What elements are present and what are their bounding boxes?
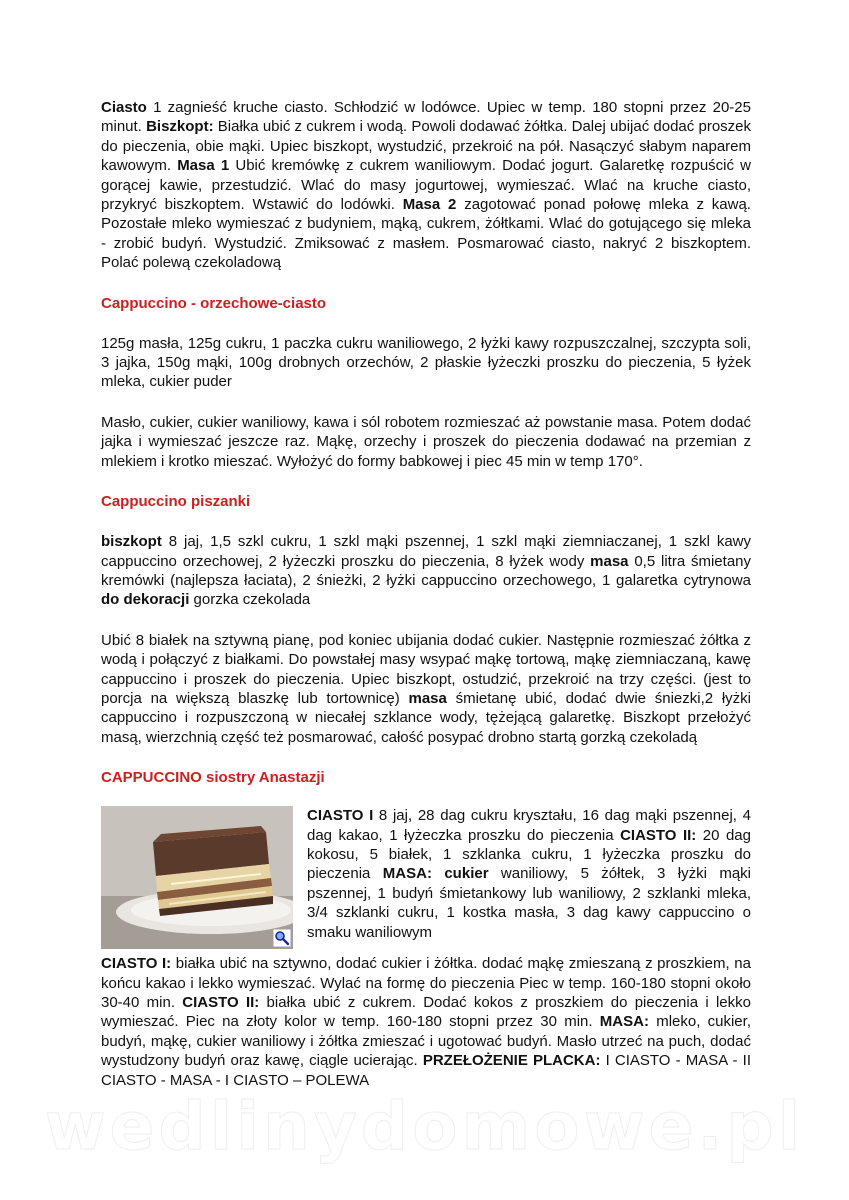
instructions-paragraph: [101, 413, 751, 471]
bold-text-run: MASA:: [599, 1013, 649, 1031]
text-run: Ubić kremówkę z cukrem waniliowym. Dodać jogurt. Galaretkę rozpuścić w gorącej kawie, przestudzić. Wlać do masy jogurtowej, wymieszać. Wlać na kruche ciasto, przykryć biszkoptem. Wstawić do lodówki.: [101, 157, 751, 214]
bold-text-run: do dekoracji: [101, 591, 190, 609]
text-run: [432, 865, 444, 882]
ingredients-paragraph: [101, 532, 751, 610]
bold-text-run: biszkopt: [101, 533, 162, 551]
text-run: 8 jaj, 28 dag cukru kryształu, 16 dag mąki pszennej, 4 dag kakao, 1 łyżeczka proszku do pieczenia: [307, 807, 751, 844]
recipe-title-piszanki: Cappuccino piszanki: [101, 493, 251, 511]
bold-text-run: PRZEŁOŻENIE PLACKA:: [422, 1052, 601, 1070]
cake-photo[interactable]: [101, 806, 293, 949]
text-run: I CIASTO - MASA - II CIASTO - MASA - I CIASTO – POLEWA: [101, 1052, 752, 1089]
text-run: Masło, cukier, cukier waniliowy, kawa i sól robotem rozmieszać aż powstanie masa. Potem dodać jajka i wymieszać jeszcze raz. Mąkę, orzechy i proszek do pieczenia dodawać na przemian z mlekiem i krotko mieszać. Wyłożyć do formy babkowej i piec 45 min w temp 170°.: [101, 413, 751, 470]
bold-text-run: CIASTO II:: [620, 826, 697, 844]
text-run: mleko, cukier, budyń, mąkę, cukier waniliowy i żółtka zmieszać i ugotować budyń. Masło utrzeć na puch, dodać wystudzony budyń oraz kawę, ciągle ucierając.: [101, 1013, 751, 1070]
ingredients-paragraph: [101, 334, 751, 392]
bold-text-run: CIASTO I:: [101, 955, 172, 973]
bold-text-run: cukier: [444, 865, 489, 883]
recipe-title-anastazji: CAPPUCCINO siostry Anastazji: [101, 769, 325, 787]
recipe-intro-paragraph: [101, 98, 751, 273]
text-run: 1 zagnieść kruche ciasto. Schłodzić w lodówce. Upiec w temp. 180 stopni przez 20-25 minut.: [101, 99, 751, 136]
text-run: białka ubić na sztywno, dodać cukier i żółtka. dodać mąkę zmieszaną z proszkiem, na końcu kakao i lekko wymieszać. Wylać na formę do pieczenia Piec w temp. 160-180 stopni około 30-40 min.: [101, 955, 751, 1011]
text-run: Ubić 8 białek na sztywną pianę, pod koniec ubijania dodać cukier. Następnie rozmieszać żółtka z wodą i połączyć z białkami. Do powstałej masy wsypać mąkę tortową, mąkę ziemniaczaną, kawę cappuccino i proszek do pieczenia. Upiec biszkopt, ostudzić, przekroić na trzy części. (jest to porcja na większą blaszkę lub tortownicę): [101, 631, 751, 707]
bold-text-run: CIASTO I: [307, 807, 374, 825]
bold-text-run: MASA:: [382, 865, 432, 883]
recipe-title-orzechowe: Cappuccino - orzechowe-ciasto: [101, 294, 327, 312]
text-run: 8 jaj, 1,5 szkl cukru, 1 szkl mąki pszennej, 1 szkl mąki ziemniaczanej, 1 szkl kawy cappuccino orzechowej, 2 łyżeczki proszku do pieczenia, 8 łyżek wody: [101, 533, 751, 570]
bold-text-run: masa: [408, 689, 447, 707]
instructions-paragraph: [101, 954, 751, 1090]
text-run: 0,5 litra śmietany kremówki (najlepsza łaciata), 2 śnieżki, 2 łyżki cappuccino orzechowego, 1 galaretka cytrynowa: [101, 552, 752, 589]
photo-with-ingredients: [101, 806, 751, 949]
bold-text-run: masa: [590, 552, 629, 570]
recipe-page: [101, 98, 751, 1090]
text-run: 125g masła, 125g cukru, 1 paczka cukru waniliowego, 2 łyżki kawy rozpuszczalnej, szczypta soli, 3 jajka, 150g mąki, 100g drobnych orzechów, 2 płaskie łyżeczki proszku do pieczenia, 5 łyżek mleka, cukier puder: [101, 334, 751, 391]
site-watermark: wedlinydomowe.pl: [44, 1088, 805, 1165]
text-run: Białka ubić z cukrem i wodą. Powoli dodawać żółtka. Dalej ubijać dodać proszek do pieczenia, obie mąki. Upiec biszkopt, wystudzić, przekroić na pół. Nasączyć słabym naparem kawowym.: [101, 118, 752, 175]
bold-text-run: Masa 2: [402, 196, 457, 214]
text-run: zagotować ponad połowę mleka z kawą. Pozostałe mleko wymieszać z budyniem, mąką, cukrem, żółtkami. Wlać do gotującego się mleka - zrobić budyń. Wystudzić. Zmiksować z masłem. Posmarować ciasto, nakryć 2 biszkoptem. Polać polewą czekoladową: [101, 196, 751, 272]
instructions-paragraph: [101, 631, 751, 747]
text-run: waniliowy, 5 żółtek, 3 łyżki mąki pszennej, 1 budyń śmietankowy lub waniliowy, 2 szklanki mleka, 3/4 szklanki cukru, 1 kostka masła, 3 dag kawy cappuccino o smaku waniliowym: [307, 865, 752, 941]
text-run: śmietanę ubić, dodać dwie śniezki,2 łyżki cappuccino i rozpuszczoną w niecałej szklance wody, tężejącą galaretkę. Biszkopt przełożyć masą, wierzchnią część też posmarować, całość posypać drobno startą gorzką czekoladą: [101, 689, 752, 746]
cake-illustration: [101, 806, 293, 949]
ingredients-paragraph: [307, 806, 751, 942]
text-run: gorzka czekolada: [189, 591, 311, 609]
text-run: białka ubić z cukrem. Dodać kokos z proszkiem do pieczenia i lekko wymieszać. Piec na złoty kolor w temp. 160-180 stopni przez 30 min.: [101, 993, 751, 1031]
bold-text-run: Masa 1: [177, 157, 230, 175]
bold-text-run: Ciasto: [101, 99, 147, 116]
text-run: 20 dag kokosu, 5 białek, 1 szklanka cukru, 1 łyżeczka proszku do pieczenia: [307, 826, 751, 883]
bold-text-run: Biszkopt:: [146, 118, 214, 136]
zoom-magnifier-icon[interactable]: [273, 929, 291, 947]
bold-text-run: CIASTO II:: [182, 993, 260, 1011]
